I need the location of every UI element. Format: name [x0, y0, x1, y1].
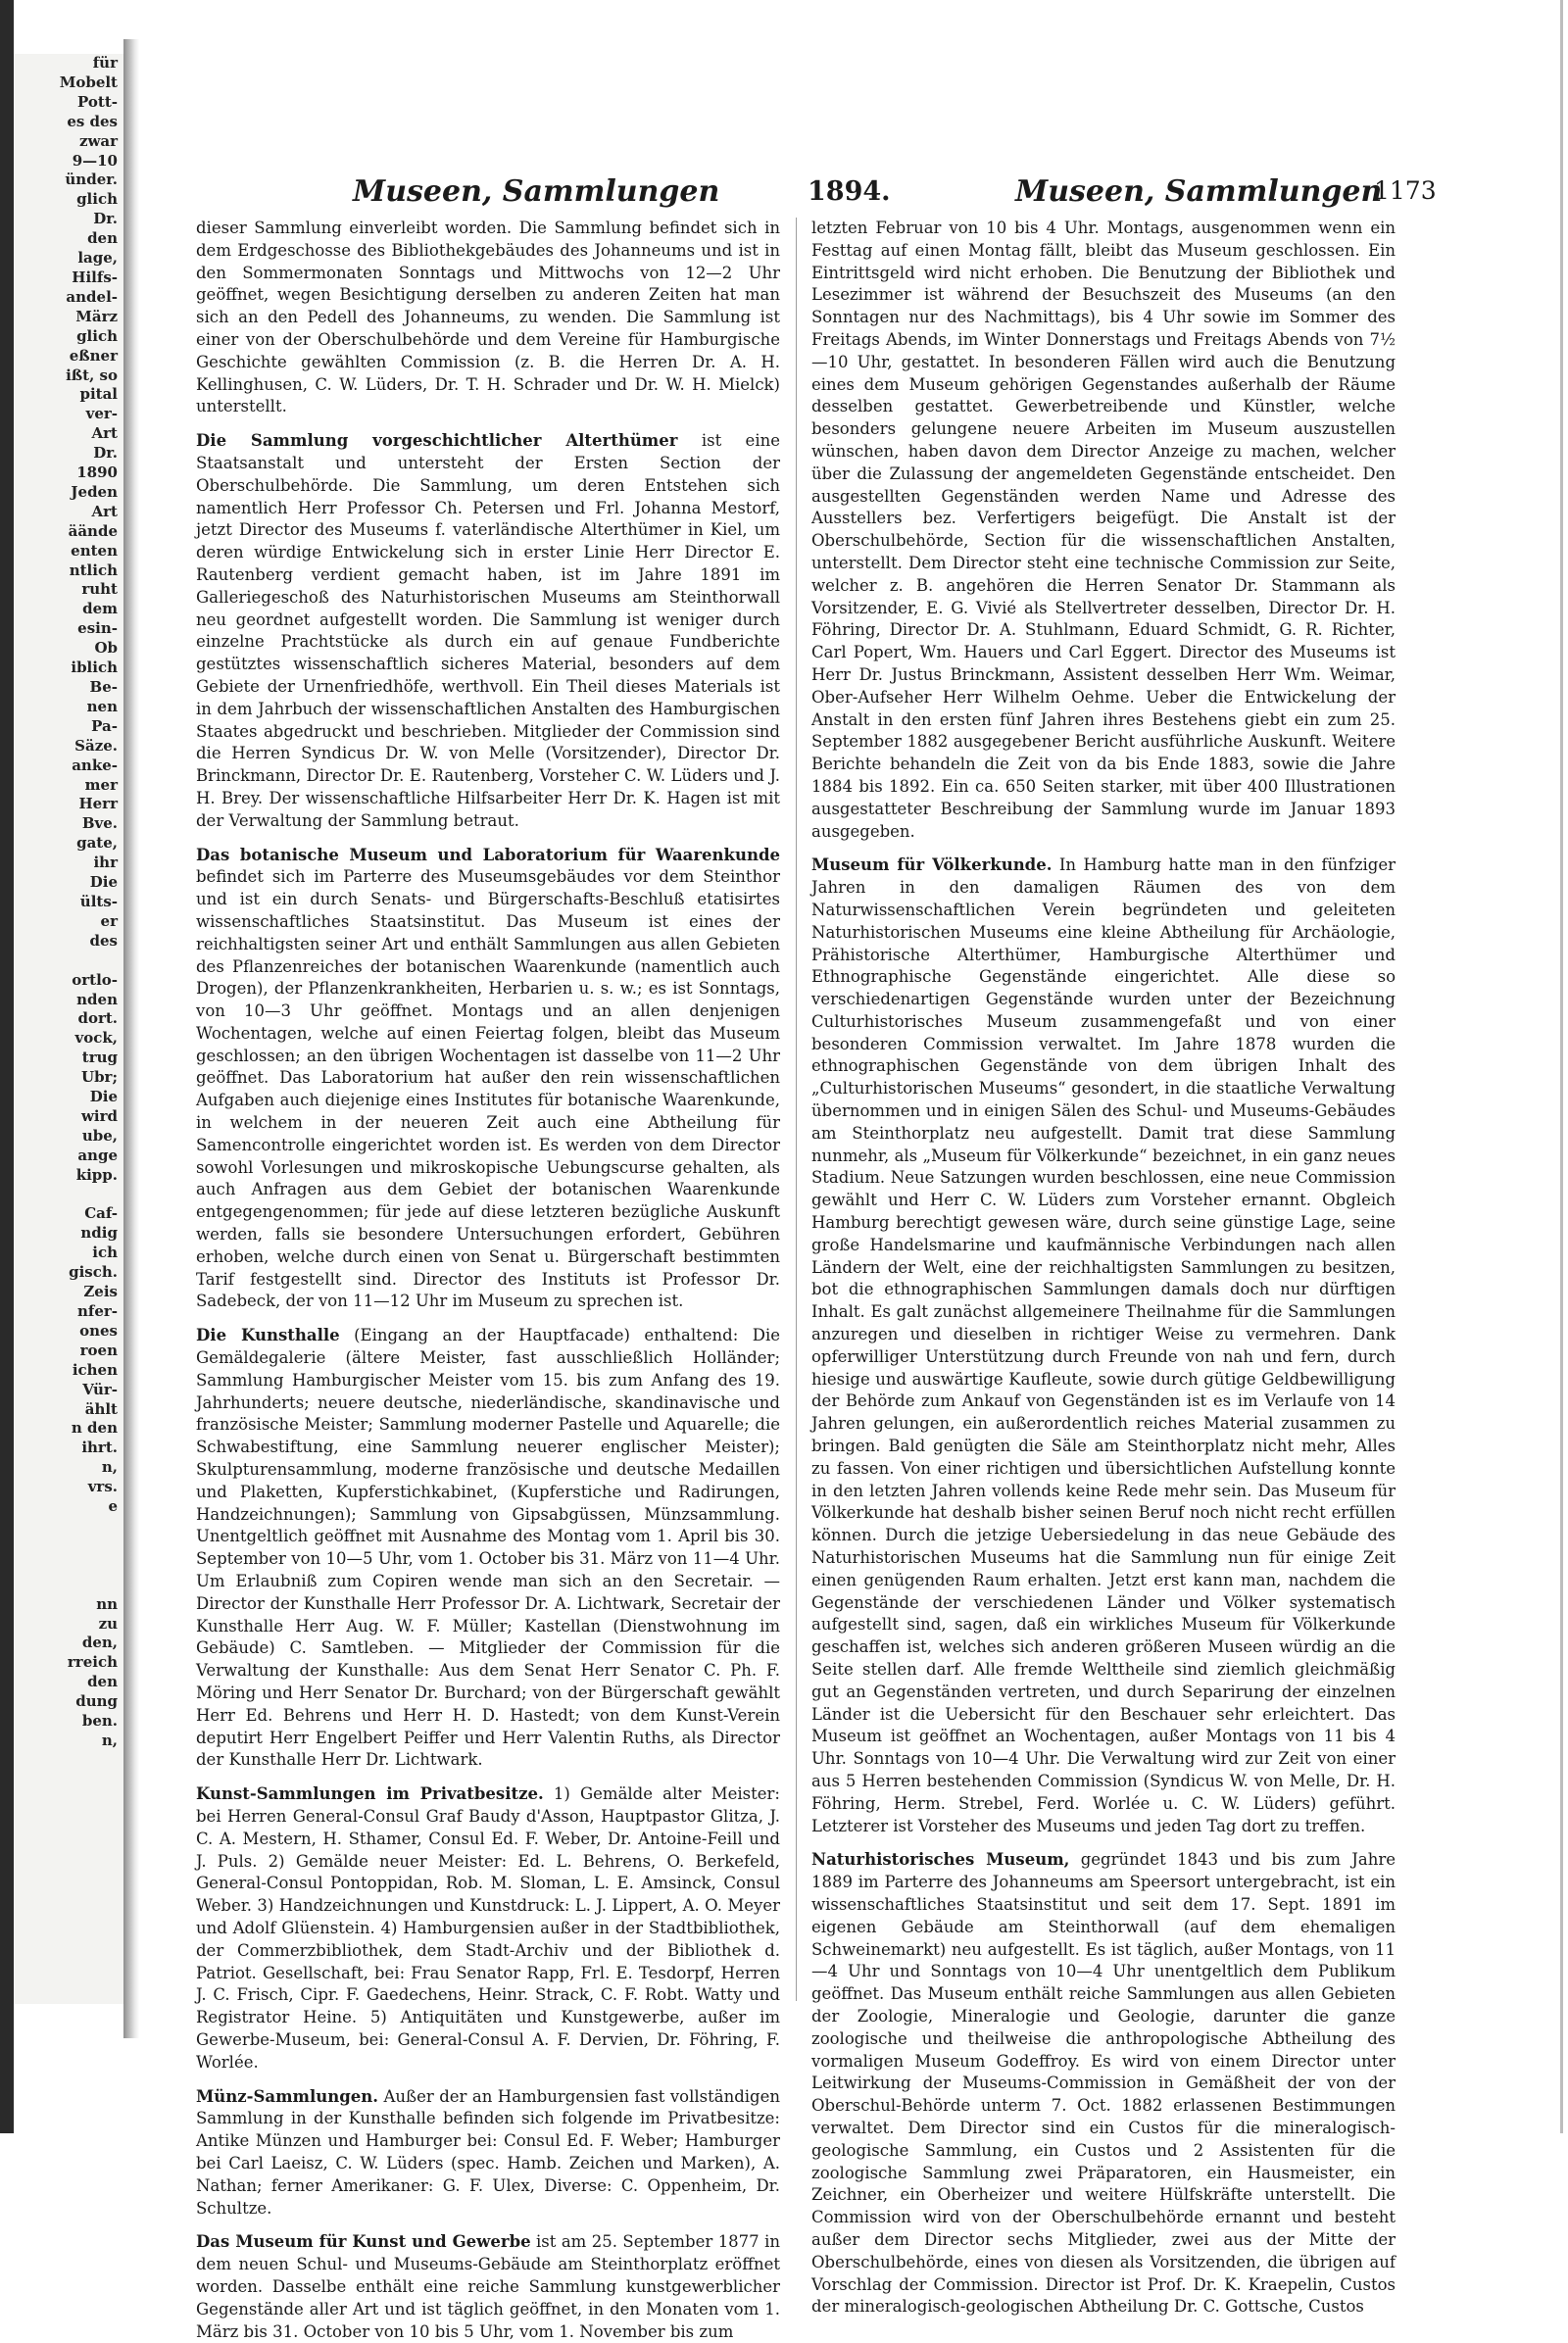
previous-page-fragment	[14, 1517, 123, 1537]
previous-page-fragment: anke-	[72, 756, 118, 774]
entry-heading: Münz-Sammlungen.	[196, 2086, 379, 2106]
entry-text: letzten Februar von 10 bis 4 Uhr. Montags, ausgenommen wenn ein Festtag auf einen Montag fällt, bleibt das Museum geschlossen. Ein Eintrittsgeld wird nicht erhoben. Die Benutzung der Bibliothek und Lesezimmer ist während der Besuchszeit des Museums (an den Sonntagen nur des Nachmittags), bis 4 Uhr sowie im Sommer des Freitags Abends, im Winter Donnerstags und Freitags Abends von 7½—10 Uhr, gestattet. In besonderen Fällen wird auch die Benutzung eines dem Museum gehörigen Gegenstandes außerhalb der Räume desselben gestattet. Gewerbetreibende und Künstler, welche besonders gelungene neuere Arbeiten im Museum auszustellen wünschen, haben davon dem Director Anzeige zu machen, welcher über die Zulassung der angemeldeten Gegenstände entscheidet. Den ausgestellten Gegenständen werden Name und Adresse des Ausstellers bez. Verfertigers beigefügt. Die Anstalt ist der Oberschulbehörde, Section für die wissenschaftlichen Anstalten, unterstellt. Dem Director steht eine technische Commission zur Seite, welcher z. B. angehören die Herren Senator Dr. Stammann als Vorsitzender, E. G. Vivié als Stellvertreter desselben, Director Dr. H. Föhring, Director Dr. A. Stuhlmann, Eduard Schmidt, G. R. Richter, Carl Popert, Wm. Hauers und Carl Eggert. Director des Museums ist Herr Dr. Justus Brinckmann, Assistent desselben Herr Wm. Weimar, Ober-Aufseher Herr Wilhelm Oehme. Ueber die Entwickelung der Anstalt in den ersten fünf Jahren ihres Bestehens giebt ein zum 25. September 1882 ausgegebener Bericht ausführliche Auskunft. Weitere Berichte behandeln die Zeit von da bis Ende 1883, sowie die Jahre 1884 bis 1892. Ein ca. 650 Seiten starker, mit über 400 Illustrationen ausgestatteter Beschreibung der Sammlung wurde im Januar 1893 ausgegeben.	[811, 219, 1396, 841]
previous-page-fragment	[14, 1556, 123, 1576]
entry-heading: Das Museum für Kunst und Gewerbe	[196, 2232, 531, 2252]
entry-text: (Eingang an der Hauptfacade) enthaltend: Die Gemäldegalerie (ältere Meister, fast ausschließlich Holländer; Sammlung Hamburgischer Meister vom 15. bis zum Anfang des 19. Jahrhunderts; neuere deutsche, niederländische, skandinavische und französische Meister; Sammlung moderner Pastelle und Aquarelle; die Schwabestiftung, eine Sammlung neuerer englischer Meister); Skulpturensammlung, moderne französische und deutsche Medaillen und Plaketten, Kupferstichkabinet, (Kupferstiche und Radirungen, Handzeichnungen); Sammlung von Gipsabgüssen, Münzsammlung. Unentgeltlich geöffnet mit Ausnahme des Montag vom 1. April bis 30. September von 10—5 Uhr, vom 1. October bis 31. März von 11—4 Uhr. Um Erlaubniß zum Copiren wende man sich an den Secretair. — Director der Kunsthalle Herr Professor Dr. A. Lichtwark, Secretair der Kunsthalle Herr Aug. W. F. Müller; Kastellan (Dienstwohnung im Gebäude) C. Samtleben. — Mitglieder der Commission für die Verwaltung der Kunsthalle: Aus dem Senat Herr Senator C. Ph. F. Möring und Herr Senator Dr. Burchard; von der Bürgerschaft gewählt Herr Ed. Behrens und Herr H. D. Hastedt; von dem Kunst-Verein deputirt Herr Engelbert Peiffer und Herr Valentin Ruths, als Director der Kunsthalle Herr Dr. Lichtwark.	[196, 1326, 780, 1770]
previous-page-fragment: ülts-	[79, 892, 118, 910]
previous-page-fragment: Caf-	[84, 1204, 118, 1223]
article-entry	[196, 845, 780, 1314]
previous-page-fragment: ube,	[81, 1126, 118, 1145]
article-entry	[196, 218, 780, 418]
previous-page-fragment: ißt, so	[66, 366, 118, 384]
entry-text: ist eine Staatsanstalt und untersteht der Ersten Section der Oberschulbehörde. Die Sammlung, um deren Entstehen sich namentlich Herr Professor Ch. Petersen und Frl. Johanna Mestorf, jetzt Director des Museums f. vaterländische Alterthümer in Kiel, um deren würdige Entwickelung sich in erster Linie Herr Director E. Rautenberg verdient gemacht haben, ist im Jahre 1891 im Galleriegeschoß des Naturhistorischen Museums am Steinthorwall neu geordnet aufgestellt worden. Die Sammlung ist weniger durch einzelne Prachtstücke als durch ein auf genaue Fundberichte gestütztes wissenschaftlich sicheres Material, besonders auf dem Gebiete der Urnenfriedhöfe, werthvoll. Ein Theil dieses Materials ist in dem Jahrbuch der wissenschaftlichen Anstalten des Hamburgischen Staates abgedruckt und beschrieben. Mitglieder der Commission sind die Herren Syndicus Dr. W. von Melle (Vorsitzender), Director Dr. Brinckmann, Director Dr. E. Rautenberg, Vorsteher C. W. Lüders und J. H. Brey. Der wissenschaftliche Hilfsarbeiter Herr Dr. K. Hagen ist mit der Verwaltung der Sammlung betraut.	[196, 431, 780, 830]
previous-page-fragment: Vür-	[82, 1380, 118, 1398]
previous-page-fragment: den,	[81, 1634, 118, 1652]
previous-page-fragment: Die	[89, 1088, 118, 1106]
previous-page-fragment: des	[89, 931, 118, 950]
right-column	[811, 218, 1396, 2317]
previous-page-fragment: nfer-	[76, 1302, 118, 1320]
page-number: 1173	[1374, 176, 1437, 205]
previous-page-fragment: Dr.	[93, 210, 118, 228]
previous-page-fragment: dort.	[77, 1009, 118, 1028]
previous-page-fragment: n,	[101, 1731, 118, 1749]
previous-page-fragment: pital	[79, 385, 118, 404]
previous-page-fragment: ndig	[80, 1224, 118, 1243]
previous-page-fragment: ver-	[85, 405, 118, 423]
previous-page-fragment: 1890	[76, 464, 118, 482]
article-entry	[196, 430, 780, 832]
previous-page-fragment: Herr	[78, 795, 118, 813]
article-entry	[196, 2231, 780, 2343]
column-divider	[796, 218, 797, 2001]
previous-page-fragment: trug	[81, 1049, 118, 1067]
previous-page-fragment: Mobelt	[59, 73, 118, 91]
previous-page-fragment: roen	[79, 1341, 118, 1359]
previous-page-fragment: n den	[71, 1419, 118, 1438]
previous-page-fragment: glich	[76, 190, 118, 209]
previous-page-fragment: den	[87, 1673, 118, 1691]
previous-page-fragment: Dr.	[93, 444, 118, 463]
previous-page-fragment: dem	[82, 600, 118, 618]
scan-gutter	[0, 0, 14, 2133]
previous-page-fragment: 9—10	[72, 151, 118, 170]
previous-page-fragment: glich	[76, 326, 118, 345]
previous-page-fragment: ortlo-	[72, 970, 118, 989]
previous-page-fragment: iblich	[71, 659, 118, 677]
previous-page-fragment: esin-	[77, 619, 118, 638]
entry-text: dieser Sammlung einverleibt worden. Die Sammlung befindet sich in dem Erdgeschosse des Bibliothekgebäudes des Johanneums und ist in den Sommermonaten Sonntags und Mittwochs von 12—2 Uhr geöffnet, wegen Besichtigung derselben zu anderen Zeiten hat man sich an den Pedell des Johanneums, zu wenden. Die Sammlung ist einer von der Oberschulbehörde und dem Vereine für Hamburgische Geschichte gewählten Commission (z. B. die Herren Dr. A. H. Kellinghusen, C. W. Lüders, Dr. T. H. Schrader und Dr. W. H. Mielck) unterstellt.	[196, 219, 780, 416]
entry-heading: Kunst-Sammlungen im Privatbesitze.	[196, 1784, 544, 1804]
previous-page-fragment: ben.	[81, 1712, 118, 1731]
previous-page-fragment: vock,	[74, 1029, 118, 1048]
article-entry	[811, 854, 1396, 1837]
previous-page-fragment: nden	[76, 990, 118, 1008]
previous-page-fragment: Hilfs-	[72, 268, 118, 286]
previous-page-fragment	[14, 1537, 123, 1556]
article-entry	[811, 218, 1396, 843]
previous-page-fragment: lage,	[77, 249, 118, 268]
previous-page-fragment: enten	[71, 541, 118, 560]
book-fold-shadow	[123, 39, 139, 2038]
previous-page-fragment	[14, 1186, 123, 1205]
entry-heading: Die Kunsthalle	[196, 1326, 340, 1345]
previous-page-fragment: ones	[79, 1321, 118, 1340]
previous-page-fragment: wird	[80, 1106, 118, 1125]
entry-text: In Hamburg hatte man in den fünfziger Jahren in den damaligen Räumen des von dem Naturwissenschaftlichen Verein begründeten und geleiteten Naturhistorischen Museums eine kleine Abtheilung für Archäologie, Prähistorische Alterthümer, Hamburgische Alterthümer und Ethnographische Gegenstände eingerichtet. Alle diese so verschiedenartigen Gegenstände wurden unter der Bezeichnung Culturhistorisches Museum zusammengefaßt und von einer besonderen Commission verwaltet. Im Jahre 1878 wurden die ethnographischen Gegenstände von dem übrigen Inhalt des „Culturhistorischen Museums“ gesondert, in die staatliche Verwaltung übernommen und in einigen Sälen des Schul- und Museums-Gebäudes am Steinthorplatz neu aufgestellt. Damit trat diese Sammlung nunmehr, als „Museum für Völkerkunde“ bezeichnet, in ein ganz neues Stadium. Neue Satzungen wurden beschlossen, eine neue Commission gewählt und Herr C. W. Lüders zum Vorsteher ernannt. Obgleich Hamburg berechtigt gewesen wäre, durch seine günstige Lage, seine große Handelsmarine und kaufmännische Verbindungen nach allen Ländern der Welt, eine der reichhaltigsten Sammlungen zu besitzen, bot die ethnographischen Sammlungen damals doch nur dürftigen Inhalt. Es galt zunächst allgemeinere Theilnahme für die Sammlungen anzuregen und dieselben in richtiger Weise zu vermehren. Dank opferwilliger Unterstützung durch Freunde von nah und fern, durch hiesige und auswärtige Kaufleute, sowie durch gütige Geldbewilligung der Behörde zum Ankauf von Gegenständen ist es im Verlaufe von 14 Jahren gelungen, ein außerordentlich reiches Material zusammen zu bringen. Bald genügten die Säle am Steinthorplatz nicht mehr, Alles zu fassen. Von einer richtigen und übersichtlichen Aufstellung konnte in den letzten Jahren vollends keine Rede mehr sein. Das Museum für Völkerkunde hat deshalb bisher seinen Beruf noch nicht recht erfüllen können. Durch die jetzige Uebersiedelung in das neue Gebäude des Naturhistorischen Museums hat die Sammlung nun für einige Zeit einen genügenden Raum erhalten. Jetzt erst kann man, nachdem die Gegenstände der verschiedenen Länder und Völker systematisch aufgestellt sind, sagen, daß ein wirkliches Museum für Völkerkunde geschaffen ist, welches sich anderen größeren Museen würdig an die Seite stellen darf. Alle fremde Welttheile sind ziemlich gleichmäßig gut an Gegenständen vertreten, und durch Separirung der einzelnen Länder ist die Uebersicht für den Beschauer sehr erleichtert. Das Museum ist geöffnet an Wochentagen, außer Montags von 11 bis 4 Uhr. Sonntags von 10—4 Uhr. Die Verwaltung wird zur Zeit von einer aus 5 Herren bestehenden Commission (Syndicus W. von Melle, Dr. H. Föhring, Herm. Strebel, Ferd. Worlée u. C. W. Lüders) geführt. Letzterer ist Vorsteher des Museums und jeden Tag dort zu treffen.	[811, 855, 1396, 1835]
previous-page-fragment: andel-	[66, 287, 118, 306]
previous-page-fragment: Ob	[94, 639, 118, 658]
previous-page-fragment: ählt	[84, 1399, 118, 1418]
previous-page-fragment: Jeden	[71, 482, 118, 501]
page-edge-line	[1560, 0, 1563, 2133]
previous-page-fragment: ich	[92, 1244, 118, 1262]
previous-page-fragment: Die	[89, 873, 118, 892]
header-right-title: Museen, Sammlungen	[1015, 174, 1383, 209]
previous-page-fragment: Pott-	[77, 92, 118, 111]
previous-page-fragment: ntlich	[69, 561, 118, 579]
previous-page-fragment: kipp.	[75, 1165, 118, 1184]
previous-page-fragment: gate,	[76, 834, 118, 853]
entry-heading: Museum für Völkerkunde.	[811, 855, 1053, 875]
previous-page-fragment: es des	[67, 112, 118, 130]
previous-page-fragment: Art	[91, 424, 118, 443]
previous-page-fragment: Ubr;	[80, 1068, 118, 1087]
header-left-title: Museen, Sammlungen	[353, 174, 720, 209]
entry-text: Außer der an Hamburgensien fast vollständigen Sammlung in der Kunsthalle befinden sich folgende im Privatbesitze: Antike Münzen und Hamburger bei: Consul Ed. F. Weber; Hamburger bei Carl Laeisz, C. W. Lüders (spec. Hamb. Zeichen und Marken), A. Nathan; ferner Amerikaner: G. F. Ulex, Diverse: C. Oppenheim, Dr. Schultze.	[196, 2086, 780, 2218]
article-entry	[811, 1849, 1396, 2319]
running-header	[196, 174, 1509, 210]
previous-page-fragment: rreich	[67, 1653, 118, 1672]
previous-page-fragment: dung	[75, 1692, 118, 1711]
entry-heading: Naturhistorisches Museum,	[811, 1850, 1070, 1870]
previous-page-fragment: ihrt.	[81, 1439, 118, 1457]
previous-page-fragment: ruht	[81, 580, 118, 599]
previous-page-fragment: Zeis	[83, 1283, 118, 1301]
previous-page-fragment: zu	[98, 1614, 118, 1633]
entry-text: gegründet 1843 und bis zum Jahre 1889 im Parterre des Johanneums am Speersort untergebracht, ist ein wissenschaftliches Staatsinstitut und seit dem 17. Sept. 1891 im eigenen Gebäude am Steinthorwall (auf dem ehemaligen Schweinemarkt) neu aufgestellt. Es ist täglich, außer Montags, von 11—4 Uhr und Sonntags von 10—4 Uhr unentgeltlich dem Publikum geöffnet. Das Museum enthält reiche Sammlungen aus allen Gebieten der Zoologie, Mineralogie und Geologie, darunter die ganze zoologische und theilweise die anthropologische Abtheilung des vormaligen Museum Godeffroy. Es wird von einem Director unter Leitwirkung der Museums-Commission in Gemäßheit der von der Oberschul-Behörde unterm 7. Oct. 1882 erlassenen Bestimmungen verwaltet. Dem Director sind ein Custos für die mineralogisch-geologische Sammlung, ein Custos und 2 Assistenten für die zoologische Sammlung zwei Präparatoren, ein Hausmeister, ein Zeichner, ein Oberheizer und weitere Hülfskräfte unterstellt. Die Commission wird von der Oberschulbehörde ernannt und besteht außer dem Director sechs Mitglieder, zwei aus der Mitte der Oberschulbehörde, eines von diesen als Vorsitzenden, die übrigen auf Vorschlag der Commission. Director ist Prof. Dr. K. Kraepelin, Custos der mineralogisch-geologischen Abtheilung Dr. C. Gottsche, Custos	[811, 1850, 1396, 2317]
previous-page-fragment: e	[108, 1497, 118, 1516]
entry-text: ist am 25. September 1877 in dem neuen Schul- und Museums-Gebäude am Steinthorplatz eröffnet worden. Dasselbe enthält eine reiche Sammlung kunstgewerblicher Gegenstände aller Art und ist täglich geöffnet, in den Monaten vom 1. März bis 31. October von 10 bis 5 Uhr, vom 1. November bis zum	[196, 2232, 781, 2341]
previous-page-fragment: eßner	[69, 346, 118, 365]
previous-page-fragment: März	[75, 307, 118, 325]
entry-text: 1) Gemälde alter Meister: bei Herren General-Consul Graf Baudy d'Asson, Hauptpastor Glitza, J. C. A. Mestern, H. Sthamer, Consul Ed. F. Weber, Dr. Antoine-Feill und J. Puls. 2) Gemälde neuer Meister: Ed. L. Behrens, O. Berkefeld, General-Consul Pontoppidan, Rob. M. Sloman, L. E. Amsinck, Consul Weber. 3) Handzeichnungen und Kunstdruck: L. J. Lippert, A. O. Meyer und Adolf Glüenstein. 4) Hamburgensien außer in der Stadtbibliothek, der Commerzbibliothek, dem Stadt-Archiv und der Bibliothek d. Patriot. Gesellschaft, bei: Frau Senator Rapp, Frl. E. Tesdorpf, Herren J. C. Frisch, Cipr. F. Gaedechens, Heinr. Strack, C. F. Robt. Watty und Registrator Heine. 5) Antiquitäten und Kunstgewerbe, außer im Gewerbe-Museum, bei: General-Consul A. F. Dervien, Dr. Föhring, F. Worlée.	[196, 1784, 780, 2072]
previous-page-fragment	[14, 1576, 123, 1595]
previous-page-fragment: ange	[77, 1146, 118, 1164]
previous-page-fragment: mer	[84, 775, 118, 794]
previous-page-fragment: Bve.	[81, 814, 118, 833]
previous-page-fragment: nen	[86, 697, 118, 715]
previous-page-edge	[14, 54, 125, 2004]
previous-page-fragment: vrs.	[87, 1478, 118, 1496]
previous-page-fragment: n,	[101, 1458, 118, 1477]
previous-page-fragment: er	[100, 911, 118, 930]
previous-page-fragment: zwar	[78, 131, 118, 150]
previous-page-fragment: Art	[91, 502, 118, 520]
entry-text: befindet sich im Parterre des Museumsgebäudes vor dem Steinthor und ist ein durch Senats- und Bürgerschafts-Beschluß etatisirtes wissenschaftliches Staatsinstitut. Das Museum ist eines der reichhaltigsten seiner Art und enthält Sammlungen aus allen Gebieten des Pflanzenreiches der botanischen Waarenkunde (namentlich auch Drogen), der Pflanzenkrankheiten, Herbarien u. s. w.; es ist Sonntags, von 10—3 Uhr geöffnet. Montags und an allen denjenigen Wochentagen, welche auf einen Feiertag folgen, bleibt das Museum geschlossen; an den übrigen Wochentagen ist dasselbe von 11—2 Uhr geöffnet. Das Laboratorium hat außer den rein wissenschaftlichen Aufgaben auch diejenige eines Institutes für botanische Waarenkunde, in welchem in der neueren Zeit auch eine Abtheilung für Samencontrolle eingerichtet worden ist. Es werden von dem Director sowohl Vorlesungen und mikroskopische Uebungscurse gehalten, als auch Anfragen aus dem Gebiet der botanischen Waarenkunde entgegengenommen; für jede auf diese letzteren bezügliche Auskunft werden, falls sie besondere Untersuchungen erfordert, Gebühren erhoben, welche durch einen von Senat u. Bürgerschaft bestimmten Tarif festgestellt sind. Director des Instituts ist Professor Dr. Sadebeck, der von 11—12 Uhr im Museum zu sprechen ist.	[196, 867, 780, 1311]
previous-page-fragment: für	[92, 54, 118, 72]
article-entry	[196, 2086, 780, 2221]
previous-page-fragment: ihr	[93, 854, 118, 872]
previous-page-fragment: nn	[96, 1594, 118, 1613]
entry-heading: Das botanische Museum und Laboratorium für Waarenkunde	[196, 845, 780, 864]
previous-page-fragment: den	[87, 229, 118, 248]
document-page	[196, 167, 1509, 2341]
previous-page-fragment	[14, 952, 123, 971]
left-column	[196, 218, 781, 2341]
previous-page-fragment: Säze.	[74, 736, 118, 755]
previous-page-fragment: ichen	[72, 1360, 118, 1379]
header-year: 1894.	[808, 176, 891, 207]
previous-page-fragment: ünder.	[65, 171, 118, 189]
previous-page-fragment: gisch.	[69, 1263, 118, 1282]
article-entry	[196, 1783, 780, 2074]
previous-page-fragment: äände	[68, 521, 118, 540]
entry-heading: Die Sammlung vorgeschichtlicher Alterthümer	[196, 431, 678, 451]
previous-page-fragment: Be-	[89, 678, 118, 696]
article-entry	[196, 1325, 780, 1772]
previous-page-fragment: Pa-	[91, 716, 118, 735]
